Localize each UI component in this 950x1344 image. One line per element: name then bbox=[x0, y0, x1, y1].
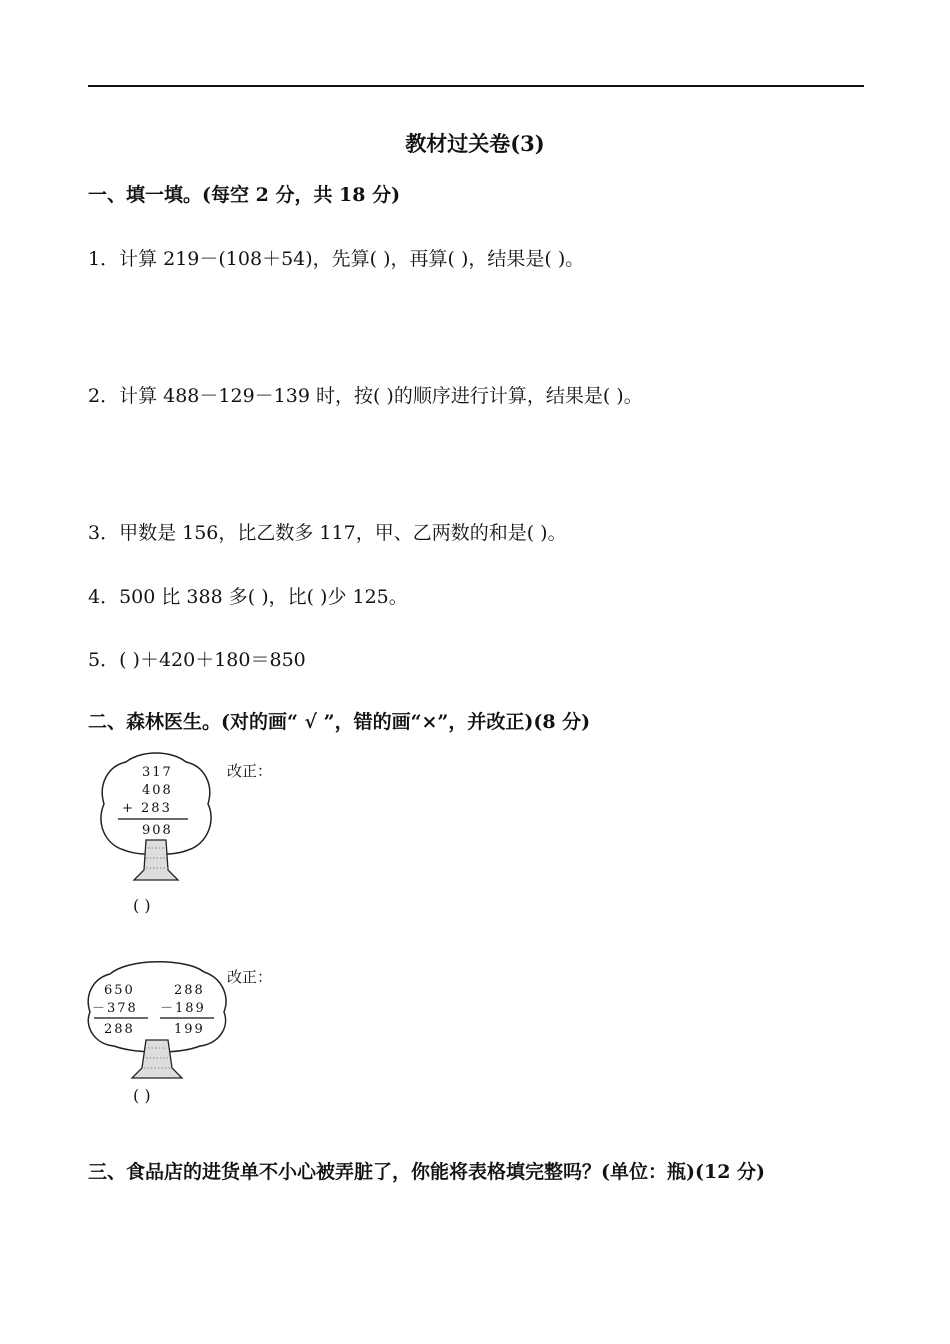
top-rule bbox=[88, 85, 864, 87]
tree-illustration-2 bbox=[84, 960, 230, 1084]
section2-heading: 二、森林医生。(对的画“ √ ”，错的画“×”，并改正)(8 分) bbox=[88, 711, 591, 733]
question-3: 3．甲数是 156，比乙数多 117，甲、乙两数的和是( )。 bbox=[88, 522, 567, 544]
tree1-addend-2: 408 bbox=[142, 783, 173, 798]
question-1: 1．计算 219－(108＋54)，先算( )，再算( )，结果是( )。 bbox=[88, 248, 585, 270]
question-4: 4．500 比 388 多( )，比( )少 125。 bbox=[88, 586, 408, 608]
tree1-addend-1: 317 bbox=[142, 765, 173, 780]
section1-heading: 一、填一填。(每空 2 分，共 18 分) bbox=[88, 184, 401, 206]
page-title: 教材过关卷(3) bbox=[405, 131, 545, 156]
tree1-addend-3: + 283 bbox=[122, 801, 172, 816]
tree1-result: 908 bbox=[142, 823, 173, 838]
question-5: 5．( )＋420＋180＝850 bbox=[88, 649, 306, 671]
section3-heading: 三、食品店的进货单不小心被弄脏了，你能将表格填完整吗？(单位：瓶)(12 分) bbox=[88, 1161, 766, 1183]
tree2-left-minuend: 650 bbox=[104, 983, 135, 998]
tree2-right-result: 199 bbox=[174, 1022, 205, 1037]
answer-paren-1: ( ) bbox=[133, 896, 151, 915]
answer-paren-2: ( ) bbox=[133, 1086, 151, 1105]
tree2-right-minuend: 288 bbox=[174, 983, 205, 998]
correction-label-1: 改正： bbox=[227, 762, 273, 780]
tree2-left-subtrahend: －378 bbox=[92, 1001, 138, 1016]
question-2: 2．计算 488－129－139 时，按( )的顺序进行计算，结果是( )。 bbox=[88, 385, 643, 407]
tree2-right-subtrahend: －189 bbox=[160, 1001, 206, 1016]
tree-illustration-1 bbox=[96, 752, 216, 884]
correction-label-2: 改正： bbox=[227, 968, 273, 986]
tree2-left-result: 288 bbox=[104, 1022, 135, 1037]
